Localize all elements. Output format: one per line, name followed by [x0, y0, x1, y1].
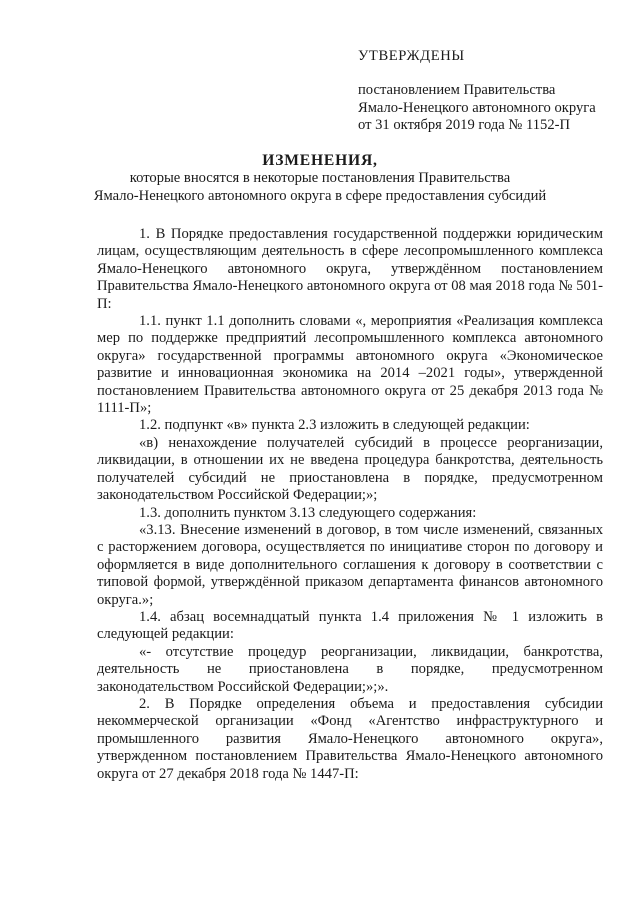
- approval-line-2: Ямало-Ненецкого автономного округа: [358, 99, 596, 116]
- approval-block: [358, 48, 618, 135]
- document-body: [97, 226, 603, 783]
- paragraph-1: 1. В Порядке предоставления государственной поддержки юридическим лицам, осуществляющим деятельность в сфере лесопромышленного комплекса Ямало-Ненецкого автономного округа, утверждённом постановлением Правительства Ямало-Ненецкого автономного округа от 08 мая 2018 года № 501-П:: [97, 226, 603, 312]
- paragraph-1-2: 1.2. подпункт «в» пункта 2.3 изложить в следующей редакции:: [139, 417, 530, 434]
- approval-line-1: постановлением Правительства: [358, 82, 556, 99]
- approval-line-3: от 31 октября 2019 года № 1152-П: [358, 117, 571, 134]
- document-title: [60, 152, 580, 205]
- paragraph-1-4: 1.4. абзац восемнадцатый пункта 1.4 приложения № 1 изложить в следующей редакции:: [97, 608, 603, 643]
- approval-heading: УТВЕРЖДЕНЫ: [358, 48, 465, 64]
- paragraph-2: 2. В Порядке определения объема и предоставления субсидии некоммерческой организации «Фонд «Агентство инфраструктурного и промышленного развития Ямало-Ненецкого автономного округа», утвержденном постановлением Правительства Ямало-Ненецкого автономного округа от 27 декабря 2018 года № 1447-П:: [97, 695, 603, 782]
- paragraph-1-4-text: «- отсутствие процедур реорганизации, ликвидации, банкротства, деятельность не приостановлена в порядке, предусмотренном законодательством Российской Федерации;»;».: [97, 643, 603, 695]
- paragraph-1-3-text: «3.13. Внесение изменений в договор, в том числе изменений, связанных с расторжением договора, осуществляется по инициативе сторон по договору и оформляется в виде дополнительного соглашения к договору в соответствии с типовой формой, утверждённой приказом департамента финансов автономного округа.»;: [97, 521, 603, 608]
- paragraph-1-3: 1.3. дополнить пунктом 3.13 следующего содержания:: [139, 504, 477, 521]
- title-subtitle-1: которые вносятся в некоторые постановления Правительства: [129, 170, 511, 187]
- paragraph-1-1: 1.1. пункт 1.1 дополнить словами «, мероприятия «Реализация комплекса мер по поддержке предприятий лесопромышленного комплекса автономного округа» государственной программы автономного округа «Экономическое развитие и инновационная экономика на 2014 –2021 годы», утвержденной постановлением Правительства автономного округа от 25 декабря 2013 года № 1111-П»;: [97, 313, 603, 417]
- title-main: ИЗМЕНЕНИЯ,: [262, 152, 378, 169]
- title-subtitle-2: Ямало-Ненецкого автономного округа в сфере предоставления субсидий: [93, 187, 547, 204]
- paragraph-1-2-text: «в) ненахождение получателей субсидий в процессе реорганизации, ликвидации, в отношении их не введена процедура банкротства, деятельность получателей субсидий не приостановлена в порядке, предусмотренном законодательством Российской Федерации;»;: [97, 434, 603, 504]
